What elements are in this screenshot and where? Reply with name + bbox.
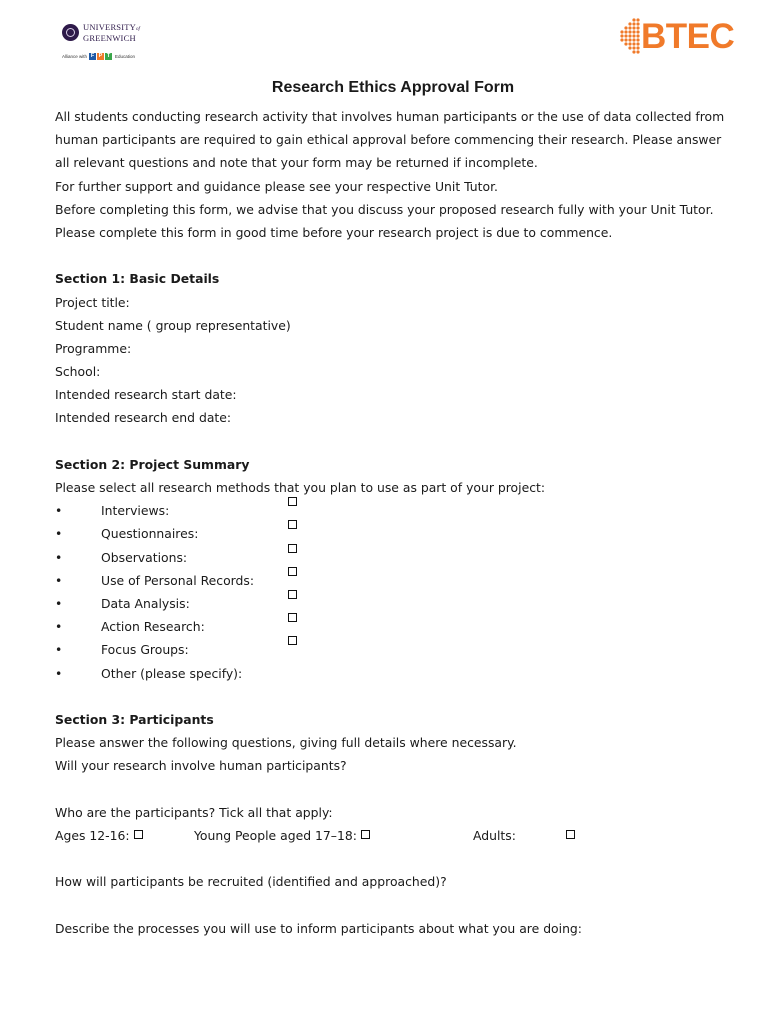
bullet-icon: • (55, 503, 63, 519)
question-who-participants: Who are the participants? Tick all that apply: (55, 804, 333, 820)
method-focus-groups: • Focus Groups: (55, 638, 735, 661)
intro-line: human participants are required to gain ethical approval before commencing their research. Please answer (55, 132, 722, 148)
intro-line: For further support and guidance please see your respective Unit Tutor. (55, 178, 498, 194)
field-start-date: Intended research start date: (55, 387, 237, 403)
bullet-icon: • (55, 549, 63, 565)
questionnaires-checkbox[interactable] (288, 520, 297, 529)
intro-line: Before completing this form, we advise that you discuss your proposed research fully with your Unit Tutor. (55, 201, 714, 217)
field-student-name: Student name ( group representative) (55, 317, 291, 333)
intro-line: Please complete this form in good time before your research project is due to commence. (55, 224, 613, 240)
bullet-icon: • (55, 595, 63, 611)
field-project-title: Project title: (55, 294, 130, 310)
action-research-checkbox[interactable] (288, 613, 297, 622)
young-people-group: Young People aged 17–18: (194, 824, 370, 847)
section2-heading: Section 2: Project Summary (55, 456, 250, 472)
participants-instruction: Please answer the following questions, giving full details where necessary. (55, 735, 517, 751)
focus-groups-checkbox[interactable] (288, 636, 297, 645)
personal-records-checkbox[interactable] (288, 567, 297, 576)
university-greenwich-logo: UNIVERSITYof GREENWICH Alliance with F P T Education (62, 22, 162, 66)
adults-checkbox[interactable] (566, 830, 575, 839)
age-12-16-checkbox[interactable] (134, 830, 143, 839)
crest-icon (62, 24, 79, 41)
alliance-fpt-logo: Alliance with F P T Education (62, 53, 136, 59)
method-data-analysis: • Data Analysis: (55, 592, 735, 615)
intro-line: All students conducting research activity that involves human participants or the use of data collected from (55, 109, 725, 124)
bullet-icon: • (55, 526, 63, 542)
method-action-research: • Action Research: (55, 615, 735, 638)
observations-checkbox[interactable] (288, 544, 297, 553)
method-observations: • Observations: (55, 546, 735, 569)
method-questionnaires: • Questionnaires: (55, 522, 735, 545)
data-analysis-checkbox[interactable] (288, 590, 297, 599)
field-school: School: (55, 364, 101, 380)
question-involve-participants: Will your research involve human participants? (55, 758, 347, 774)
age-groups-row (55, 824, 735, 847)
btec-wordmark: BTEC (641, 17, 735, 56)
field-end-date: Intended research end date: (55, 410, 232, 426)
adults-group (566, 824, 575, 847)
bullet-icon: • (55, 619, 63, 635)
section3-heading: Section 3: Participants (55, 711, 214, 727)
bullet-icon: • (55, 642, 63, 658)
form-title: Research Ethics Approval Form (271, 79, 515, 96)
fpt-letter-t: T (106, 53, 111, 59)
btec-logo (619, 15, 735, 59)
fpt-letter-f: F (90, 53, 95, 59)
question-inform-participants: Describe the processes you will use to inform participants about what you are doing: (55, 920, 582, 936)
question-recruitment: How will participants be recruited (identified and approached)? (55, 874, 447, 890)
method-personal-records: • Use of Personal Records: (55, 569, 735, 592)
method-other: • Other (please specify): (55, 662, 735, 685)
young-people-checkbox[interactable] (361, 830, 370, 839)
age-12-16-group: Ages 12-16: (55, 824, 143, 847)
btec-dots-icon (619, 17, 641, 57)
bullet-icon: • (55, 572, 63, 588)
field-programme: Programme: (55, 340, 132, 356)
section1-heading: Section 1: Basic Details (55, 271, 220, 287)
intro-line: all relevant questions and note that your form may be returned if incomplete. (55, 155, 538, 171)
bullet-icon: • (55, 665, 63, 681)
form-body (55, 105, 735, 940)
methods-prompt: Please select all research methods that you plan to use as part of your project: (55, 480, 546, 495)
interviews-checkbox[interactable] (288, 497, 297, 506)
method-interviews: • Interviews: (55, 499, 735, 522)
adults-label: Adults: (473, 827, 516, 843)
fpt-letter-p: P (98, 53, 103, 59)
